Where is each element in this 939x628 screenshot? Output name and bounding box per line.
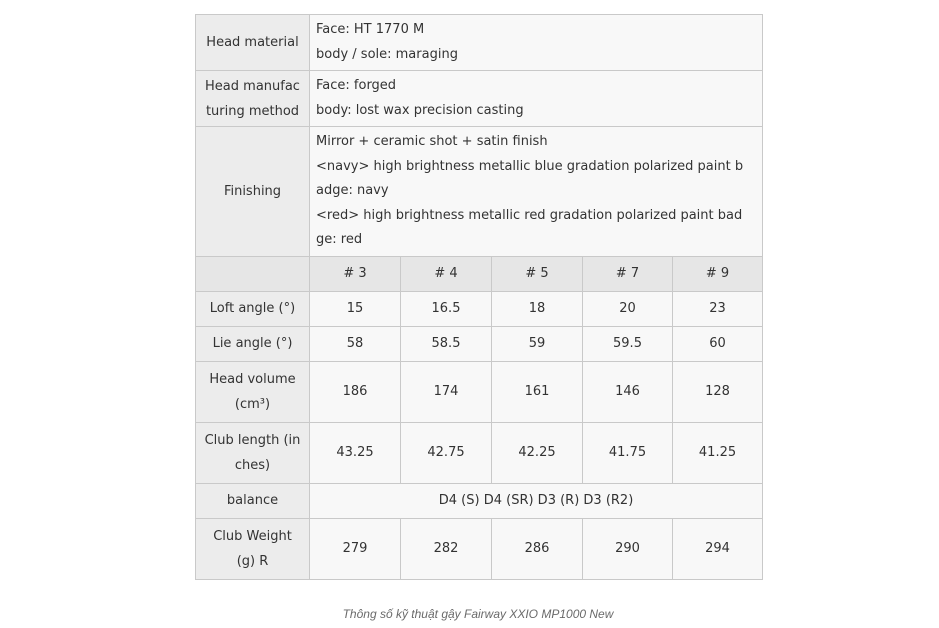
column-header: # 3 [310,256,401,291]
text-line: <navy> high brightness metallic blue gradation polarized paint b [316,158,744,174]
table-cell: 15 [310,291,401,326]
text-line: body: lost wax precision casting [316,102,524,118]
text-line: Mirror + ceramic shot + satin finish [316,134,548,149]
table-cell: 41.25 [673,422,763,483]
table-cell: 128 [673,361,763,422]
table-cell: 16.5 [401,291,492,326]
finishing-label: Finishing [196,127,310,257]
label-line: Club length (in [204,432,301,448]
label-line: Head manufac [205,78,300,94]
head-material-value [310,15,763,71]
text-line: body / sole: maraging [316,46,458,62]
row-head-material [196,15,763,71]
table-cell: 186 [310,361,401,422]
table-cell: 42.75 [401,422,492,483]
column-header: # 9 [673,256,763,291]
table-cell: 59 [492,326,583,361]
table-cell: 58 [310,326,401,361]
table-cell: 41.75 [583,422,673,483]
row-head-manufacturing [196,71,763,127]
table-cell: 146 [583,361,673,422]
club-length-label [196,422,310,483]
table-cell: 282 [401,518,492,579]
row-balance [196,483,763,518]
table-cell: 161 [492,361,583,422]
image-caption: Thông số kỹ thuật gậy Fairway XXIO MP1000 New [342,607,614,621]
row-finishing [196,127,763,257]
finishing-value [310,127,763,257]
lie-angle-label: Lie angle (°) [196,326,310,361]
label-line: Club Weight [213,528,292,544]
label-line: turing method [205,103,300,119]
table-cell: 23 [673,291,763,326]
label-line: Head volume [209,371,296,387]
table-cell: 43.25 [310,422,401,483]
row-loft-angle [196,291,763,326]
column-header: # 5 [492,256,583,291]
row-lie-angle [196,326,763,361]
column-header: # 7 [583,256,673,291]
balance-label: balance [196,483,310,518]
table-cell: 174 [401,361,492,422]
text-line: <red> high brightness metallic red gradation polarized paint bad [316,207,743,223]
loft-angle-label: Loft angle (°) [196,291,310,326]
head-manufacturing-label [196,71,310,127]
text-line: Face: forged [316,78,397,93]
label-line: ches) [234,457,271,473]
head-material-label: Head material [196,15,310,71]
table-cell: 42.25 [492,422,583,483]
table-cell: 60 [673,326,763,361]
row-club-length [196,422,763,483]
balance-value: D4 (S) D4 (SR) D3 (R) D3 (R2) [310,483,763,518]
label-line: (cm³) [234,396,271,412]
club-weight-label [196,518,310,579]
head-volume-label [196,361,310,422]
table-cell: 290 [583,518,673,579]
head-manufacturing-value [310,71,763,127]
row-club-numbers [196,256,763,291]
table-cell: 20 [583,291,673,326]
spec-table [195,14,763,580]
label-line: (g) R [236,553,269,569]
table-cell: 58.5 [401,326,492,361]
table-cell: 294 [673,518,763,579]
table-cell: 18 [492,291,583,326]
table-cell: 279 [310,518,401,579]
text-line: Face: HT 1770 M [316,22,425,37]
empty-corner-cell [196,256,310,291]
table-cell: 59.5 [583,326,673,361]
row-club-weight [196,518,763,579]
text-line: ge: red [316,232,363,247]
column-header: # 4 [401,256,492,291]
row-head-volume [196,361,763,422]
text-line: adge: navy [316,183,389,198]
table-cell: 286 [492,518,583,579]
